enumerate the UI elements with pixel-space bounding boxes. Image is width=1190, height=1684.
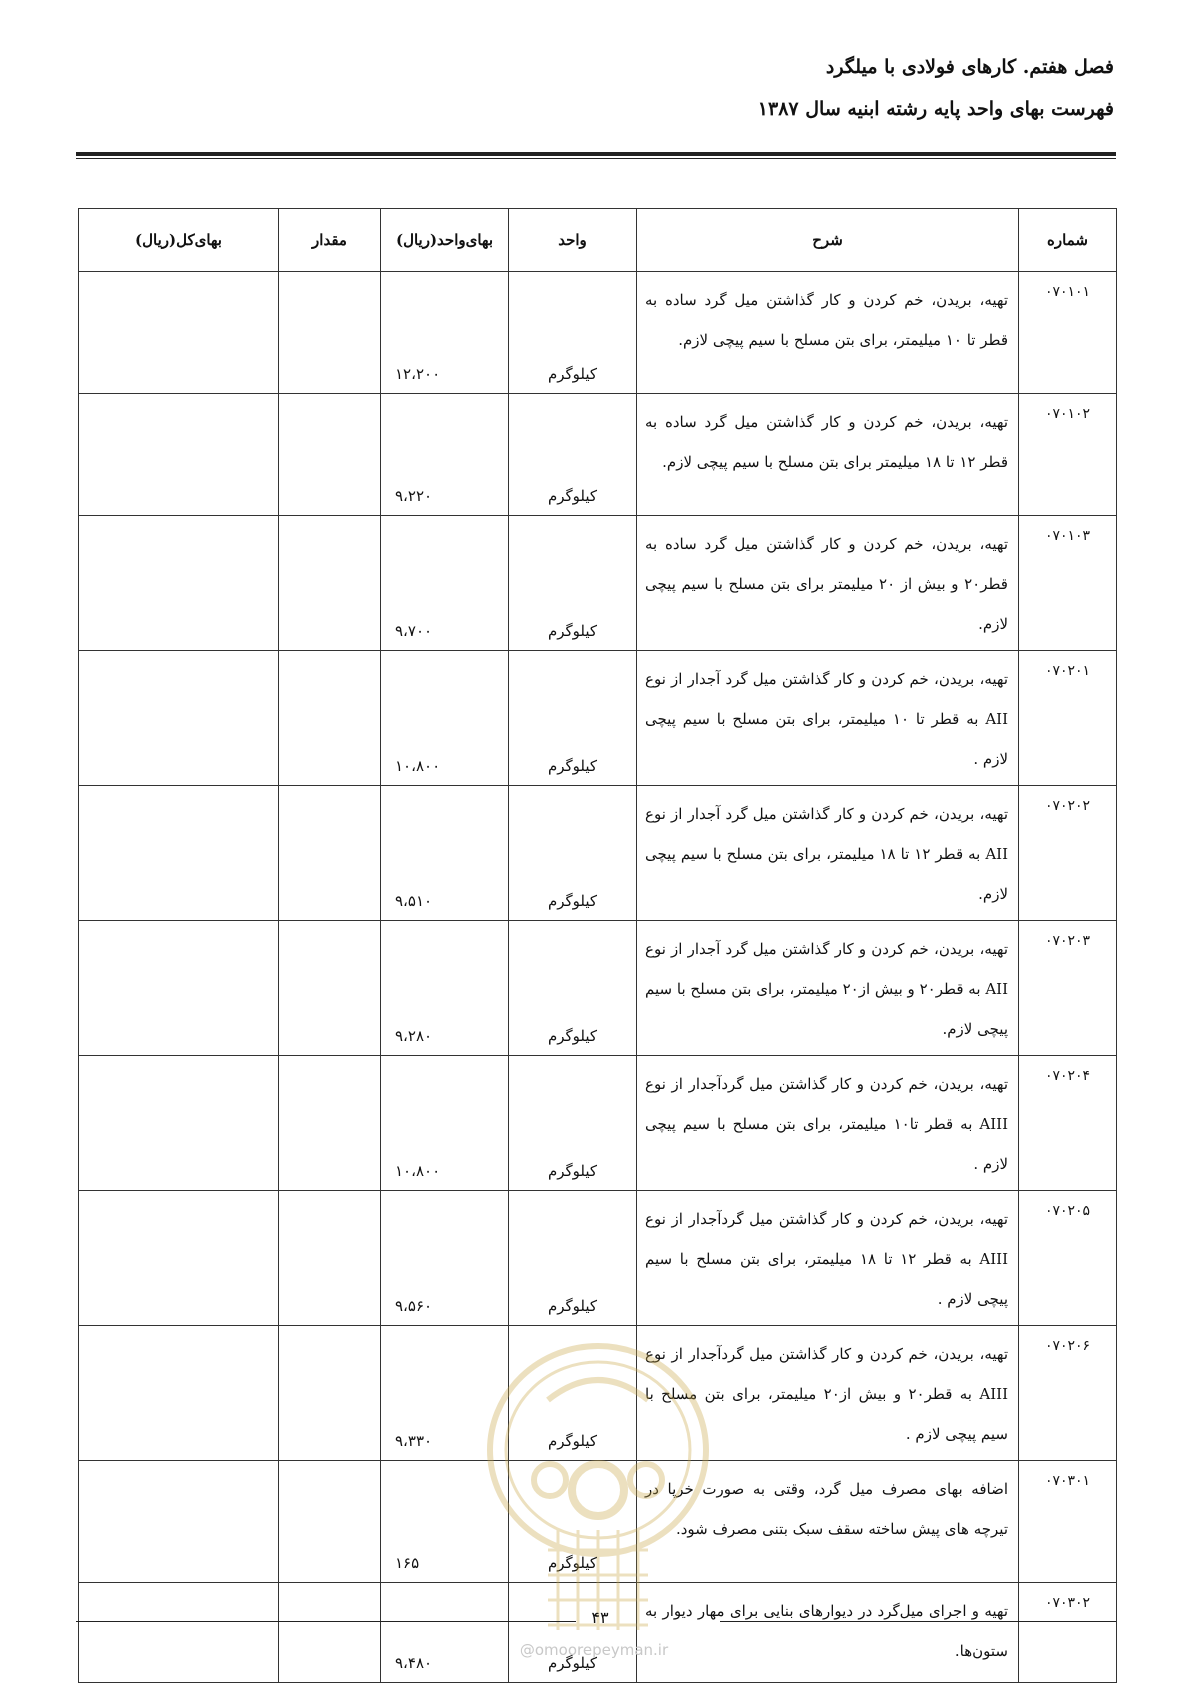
item-quantity	[279, 1056, 381, 1191]
item-quantity	[279, 651, 381, 786]
item-total-price	[79, 921, 279, 1056]
item-number: ۰۷۰۱۰۲	[1019, 394, 1117, 516]
column-header-description: شرح	[637, 209, 1019, 272]
item-unit-price: ۹،۷۰۰	[381, 516, 509, 651]
item-unit-price: ۱۰،۸۰۰	[381, 1056, 509, 1191]
item-unit: کیلوگرم	[509, 1461, 637, 1583]
item-number: ۰۷۰۱۰۳	[1019, 516, 1117, 651]
item-quantity	[279, 1583, 381, 1683]
item-quantity	[279, 394, 381, 516]
item-description: تهیه، بریدن، خم کردن و کار گذاشتن میل گرد آجدار از نوع AII به قطر۲۰ و بیش از۲۰ میلیمتر، برای بتن مسلح با سیم پیچی لازم.	[637, 921, 1019, 1056]
item-description: تهیه، بریدن، خم کردن و کار گذاشتن میل گرد ساده به قطر تا ۱۰ میلیمتر، برای بتن مسلح با سیم پیچی لازم.	[637, 272, 1019, 394]
item-unit: کیلوگرم	[509, 1191, 637, 1326]
item-total-price	[79, 272, 279, 394]
item-quantity	[279, 921, 381, 1056]
footer-divider-left	[76, 1621, 576, 1622]
item-quantity	[279, 1191, 381, 1326]
item-unit: کیلوگرم	[509, 272, 637, 394]
item-unit: کیلوگرم	[509, 1583, 637, 1683]
table-row	[79, 786, 1117, 921]
item-unit-price: ۹،۳۳۰	[381, 1326, 509, 1461]
item-description: تهیه، بریدن، خم کردن و کار گذاشتن میل گرد آجدار از نوع AII به قطر تا ۱۰ میلیمتر، برای بتن مسلح با سیم پیچی لازم .	[637, 651, 1019, 786]
item-quantity	[279, 786, 381, 921]
item-unit-price: ۱۶۵	[381, 1461, 509, 1583]
item-number: ۰۷۰۲۰۵	[1019, 1191, 1117, 1326]
page-number: ۴۳	[591, 1608, 609, 1627]
item-quantity	[279, 1461, 381, 1583]
item-number: ۰۷۰۳۰۱	[1019, 1461, 1117, 1583]
item-quantity	[279, 516, 381, 651]
item-unit-price: ۹،۵۶۰	[381, 1191, 509, 1326]
column-header-number: شماره	[1019, 209, 1117, 272]
item-description: تهیه، بریدن، خم کردن و کار گذاشتن میل گردآجدار از نوع AIII به قطر۲۰ و بیش از۲۰ میلیمتر، برای بتن مسلح با سیم پیچی لازم .	[637, 1326, 1019, 1461]
item-description: تهیه، بریدن، خم کردن و کار گذاشتن میل گرد آجدار از نوع AII به قطر ۱۲ تا ۱۸ میلیمتر، برای بتن مسلح با سیم پیچی لازم.	[637, 786, 1019, 921]
item-unit-price: ۱۰،۸۰۰	[381, 651, 509, 786]
item-total-price	[79, 1056, 279, 1191]
item-total-price	[79, 651, 279, 786]
column-header-unit: واحد	[509, 209, 637, 272]
chapter-title: فصل هفتم. کارهای فولادی با میلگرد	[825, 56, 1114, 78]
item-number: ۰۷۰۲۰۴	[1019, 1056, 1117, 1191]
item-unit: کیلوگرم	[509, 1326, 637, 1461]
table-row	[79, 1191, 1117, 1326]
item-unit: کیلوگرم	[509, 786, 637, 921]
table-row	[79, 516, 1117, 651]
item-total-price	[79, 516, 279, 651]
item-number: ۰۷۰۲۰۱	[1019, 651, 1117, 786]
item-quantity	[279, 1326, 381, 1461]
table-row	[79, 272, 1117, 394]
item-description: تهیه و اجرای میل‌گرد در دیوارهای بنایی برای مهار دیوار به ستون‌ها.	[637, 1583, 1019, 1683]
item-number: ۰۷۰۱۰۱	[1019, 272, 1117, 394]
column-header-total-price: بهای‌کل(ریال)	[79, 209, 279, 272]
item-total-price	[79, 1326, 279, 1461]
item-unit-price: ۱۲،۲۰۰	[381, 272, 509, 394]
page-header	[74, 52, 1114, 124]
site-url: @omoorepeyman.ir	[519, 1641, 669, 1659]
item-unit: کیلوگرم	[509, 1056, 637, 1191]
item-unit: کیلوگرم	[509, 394, 637, 516]
table-row	[79, 921, 1117, 1056]
table-row	[79, 1583, 1117, 1683]
item-unit: کیلوگرم	[509, 921, 637, 1056]
price-table	[78, 208, 1117, 1683]
item-description: تهیه، بریدن، خم کردن و کار گذاشتن میل گرد ساده به قطر ۱۲ تا ۱۸ میلیمتر برای بتن مسلح با سیم پیچی لازم.	[637, 394, 1019, 516]
price-list-title: فهرست بهای واحد پایه رشته ابنیه سال ۱۳۸۷	[757, 98, 1114, 120]
table-row	[79, 394, 1117, 516]
item-unit-price: ۹،۲۲۰	[381, 394, 509, 516]
item-number: ۰۷۰۳۰۲	[1019, 1583, 1117, 1683]
item-total-price	[79, 786, 279, 921]
item-unit-price: ۹،۴۸۰	[381, 1583, 509, 1683]
item-number: ۰۷۰۲۰۳	[1019, 921, 1117, 1056]
item-unit-price: ۹،۲۸۰	[381, 921, 509, 1056]
header-divider	[76, 152, 1116, 159]
table-row	[79, 651, 1117, 786]
item-number: ۰۷۰۲۰۲	[1019, 786, 1117, 921]
item-total-price	[79, 1461, 279, 1583]
item-total-price	[79, 394, 279, 516]
table-header-row	[79, 209, 1117, 272]
footer-divider-right	[720, 1621, 1116, 1622]
item-number: ۰۷۰۲۰۶	[1019, 1326, 1117, 1461]
column-header-quantity: مقدار	[279, 209, 381, 272]
item-description: تهیه، بریدن، خم کردن و کار گذاشتن میل گردآجدار از نوع AIII به قطر ۱۲ تا ۱۸ میلیمتر، برای بتن مسلح با سیم پیچی لازم .	[637, 1191, 1019, 1326]
item-description: اضافه بهای مصرف میل گرد، وقتی به صورت خرپا در تیرچه های پیش ساخته سقف سبک بتنی مصرف شود.	[637, 1461, 1019, 1583]
item-unit: کیلوگرم	[509, 516, 637, 651]
table-row	[79, 1056, 1117, 1191]
item-total-price	[79, 1583, 279, 1683]
column-header-unit-price: بهای‌واحد(ریال)	[381, 209, 509, 272]
table-row	[79, 1326, 1117, 1461]
item-description: تهیه، بریدن، خم کردن و کار گذاشتن میل گردآجدار از نوع AIII به قطر تا۱۰ میلیمتر، برای بتن مسلح با سیم پیچی لازم .	[637, 1056, 1019, 1191]
item-quantity	[279, 272, 381, 394]
table-row	[79, 1461, 1117, 1583]
item-total-price	[79, 1191, 279, 1326]
item-description: تهیه، بریدن، خم کردن و کار گذاشتن میل گرد ساده به قطر۲۰ و بیش از ۲۰ میلیمتر برای بتن مسلح با سیم پیچی لازم.	[637, 516, 1019, 651]
item-unit-price: ۹،۵۱۰	[381, 786, 509, 921]
item-unit: کیلوگرم	[509, 651, 637, 786]
